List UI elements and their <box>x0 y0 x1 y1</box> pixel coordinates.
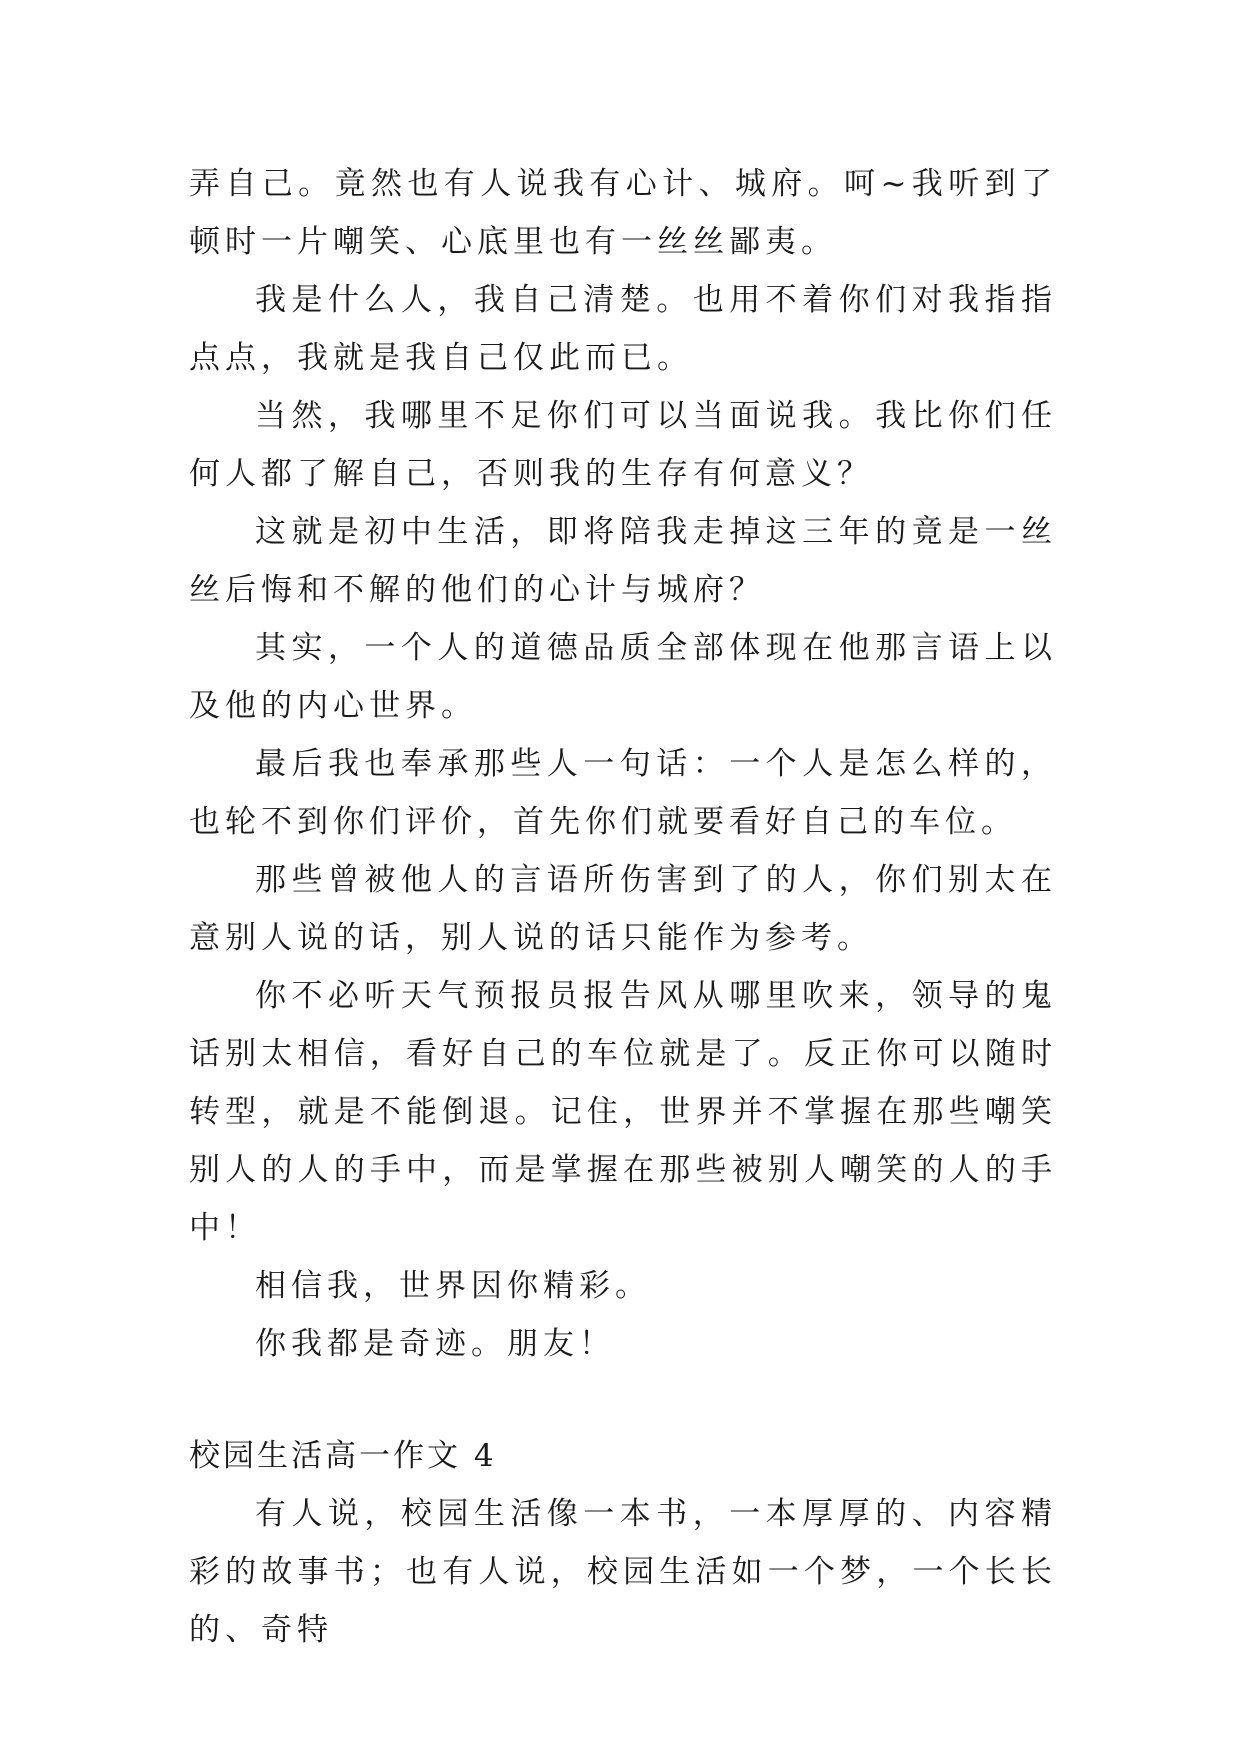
document-body <box>189 155 1057 1659</box>
paragraph: 你我都是奇迹。朋友！ <box>255 1326 615 1362</box>
paragraph-continuation: 弄自己。竟然也有人说我有心计、城府。呵~我听到了顿时一片嘲笑、心底里也有一丝丝鄙夷。 <box>189 166 1057 260</box>
section-title: 校园生活高一作文 4 <box>189 1438 497 1474</box>
section-spacer <box>189 1373 1057 1427</box>
paragraph: 相信我，世界因你精彩。 <box>255 1268 651 1304</box>
paragraph: 有人说，校园生活像一本书，一本厚厚的、内容精彩的故事书；也有人说，校园生活如一个梦，一个长长的、奇特 <box>189 1496 1057 1648</box>
paragraph: 这就是初中生活，即将陪我走掉这三年的竟是一丝丝后悔和不解的他们的心计与城府？ <box>189 514 1057 608</box>
paragraph: 我是什么人，我自己清楚。也用不着你们对我指指点点，我就是我自己仅此而已。 <box>189 282 1057 376</box>
paragraph: 其实，一个人的道德品质全部体现在他那言语上以及他的内心世界。 <box>189 630 1057 724</box>
paragraph: 当然，我哪里不足你们可以当面说我。我比你们任何人都了解自己，否则我的生存有何意义？ <box>189 398 1057 492</box>
paragraph: 最后我也奉承那些人一句话：一个人是怎么样的，也轮不到你们评价，首先你们就要看好自己的车位。 <box>189 746 1057 840</box>
paragraph: 那些曾被他人的言语所伤害到了的人，你们别太在意别人说的话，别人说的话只能作为参考。 <box>189 862 1057 956</box>
paragraph: 你不必听天气预报员报告风从哪里吹来，领导的鬼话别太相信，看好自己的车位就是了。反正你可以随时转型，就是不能倒退。记住，世界并不掌握在那些嘲笑别人的人的手中，而是掌握在那些被别人嘲笑的人的手中！ <box>189 978 1057 1246</box>
